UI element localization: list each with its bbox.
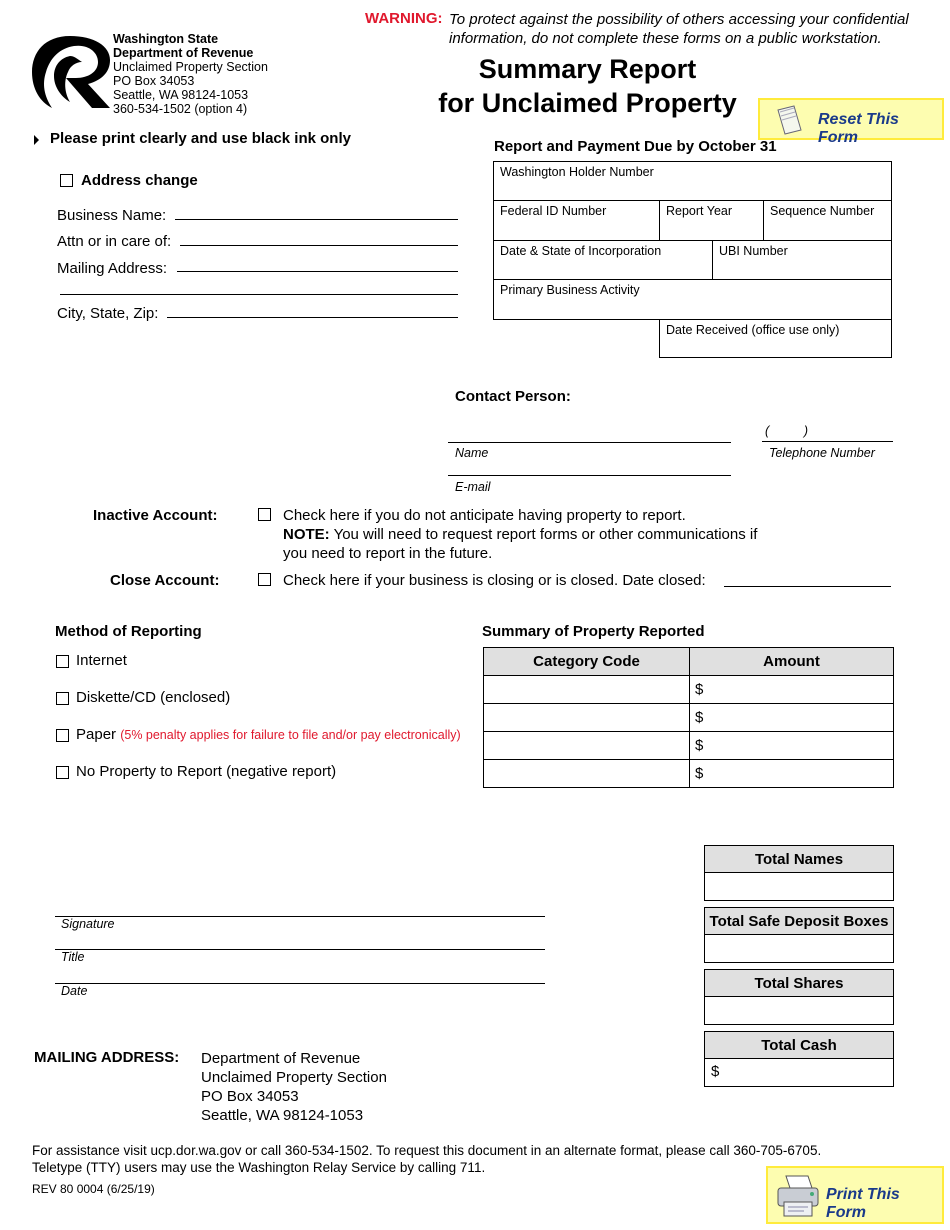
agency-line: Department of Revenue [113,46,254,60]
date-field[interactable] [55,983,545,984]
federal-id-field[interactable] [493,200,660,241]
category-code-cell[interactable] [484,704,690,732]
printer-icon [774,1174,824,1218]
summary-heading: Summary of Property Reported [482,623,705,640]
form-number: REV 80 0004 (6/25/19) [32,1182,155,1196]
title-label: Title [61,950,85,964]
no-property-label: No Property to Report (negative report) [76,763,337,780]
table-row [484,676,894,704]
wa-holder-number-label: Washington Holder Number [500,165,654,179]
business-name-label: Business Name: [57,207,167,224]
agency-address-line: Unclaimed Property Section [113,60,268,74]
primary-activity-label: Primary Business Activity [500,283,640,297]
paper-label: Paper [76,726,117,743]
method-heading: Method of Reporting [55,623,202,640]
assistance-line: Teletype (TTY) users may use the Washington Relay Service by calling 711. [32,1160,486,1175]
inactive-note [283,525,757,544]
note-text: You will need to request report forms or other communications if [333,526,758,543]
mailing-address-line: PO Box 34053 [201,1088,299,1105]
total-cash-header: Total Cash [704,1031,894,1059]
date-received-field [659,319,892,358]
city-state-zip-label: City, State, Zip: [57,305,159,322]
no-property-checkbox[interactable] [56,766,69,779]
mailing-address-line: Department of Revenue [201,1050,361,1067]
total-names-field[interactable] [704,873,894,901]
close-account-text: Check here if your business is closing or is closed. Date closed: [283,572,706,589]
print-form-label: Print This Form [826,1186,900,1221]
date-label: Date [61,984,88,998]
mailing-address-label: Mailing Address: [57,260,168,277]
agency-address-line: PO Box 34053 [113,74,195,88]
signature-label: Signature [61,917,115,931]
primary-activity-field[interactable] [493,279,892,320]
reset-form-button[interactable] [758,98,944,146]
warning-text-line: To protect against the possibility of others accessing your confidential [449,11,909,28]
warning-text [449,10,909,48]
wa-holder-number-field[interactable] [493,161,892,201]
title-line: Summary Report [478,54,697,84]
total-names-header: Total Names [704,845,894,873]
assistance-text [32,1142,821,1176]
close-account-label: Close Account: [110,572,220,589]
date-state-inc-field[interactable] [493,240,713,280]
address-change-checkbox[interactable] [60,174,73,187]
telephone-label: Telephone Number [769,446,875,460]
summary-table [483,647,894,788]
attn-label: Attn or in care of: [57,233,172,250]
mailing-address-block [201,1049,387,1125]
amount-header: Amount [690,648,894,676]
signature-field[interactable] [55,916,545,917]
assistance-line: For assistance visit ucp.dor.wa.gov or call 360-534-1502. To request this document in an alternate format, please call 360-705-6705. [32,1143,822,1158]
warning-label: WARNING: [365,10,443,27]
business-name-field[interactable] [175,219,458,220]
internet-checkbox[interactable] [56,655,69,668]
inactive-account-label: Inactive Account: [93,507,218,524]
address-change-label: Address change [81,172,198,189]
agency-line: Washington State [113,32,219,46]
notepad-icon [774,104,804,136]
diskette-label: Diskette/CD (enclosed) [76,689,231,706]
amount-cell[interactable]: $ [690,760,894,788]
contact-name-label: Name [455,446,489,460]
date-closed-field[interactable] [724,586,891,587]
contact-heading: Contact Person: [455,388,571,405]
agency-address-line: 360-534-1502 (option 4) [113,102,248,116]
summary-header-row [484,648,894,676]
inactive-account-desc: Check here if you do not anticipate having property to report. [283,507,686,524]
ubi-number-field[interactable] [712,240,892,280]
paper-option [76,726,461,743]
mailing-address-line: Unclaimed Property Section [201,1069,387,1086]
total-shares-field[interactable] [704,997,894,1025]
category-code-cell[interactable] [484,760,690,788]
title-field[interactable] [55,949,545,950]
amount-cell[interactable]: $ [690,676,894,704]
attn-field[interactable] [180,245,458,246]
table-row [484,704,894,732]
date-received-label: Date Received (office use only) [666,323,840,337]
paper-penalty-note: (5% penalty applies for failure to file and/or pay electronically) [120,728,461,742]
mailing-address-heading: MAILING ADDRESS: [34,1049,180,1066]
reset-form-label: Reset This Form [818,111,899,146]
email-label: E-mail [455,480,491,494]
date-state-inc-label: Date & State of Incorporation [500,244,662,258]
phone-area-code: ( ) [765,424,809,438]
table-row [484,760,894,788]
category-code-header: Category Code [484,648,690,676]
internet-label: Internet [76,652,127,669]
mailing-address-field-2[interactable] [60,294,458,295]
ubi-number-label: UBI Number [719,244,788,258]
contact-name-field[interactable] [448,442,731,443]
print-instruction: Please print clearly and use black ink only [50,130,351,147]
warning-text-line: information, do not complete these forms on a public workstation. [449,30,882,47]
total-safe-deposit-field[interactable] [704,935,894,963]
agency-address [113,32,268,116]
city-state-zip-field[interactable] [167,317,458,318]
total-cash-field[interactable]: $ [704,1059,894,1087]
dor-logo [30,34,112,110]
total-shares-header: Total Shares [704,969,894,997]
inactive-account-checkbox[interactable] [258,508,271,521]
table-row [484,732,894,760]
category-code-cell[interactable] [484,676,690,704]
agency-address-line: Seattle, WA 98124-1053 [113,88,249,102]
report-year-field[interactable] [659,200,764,241]
paper-checkbox[interactable] [56,729,69,742]
total-safe-deposit-header: Total Safe Deposit Boxes [704,907,894,935]
amount-cell[interactable]: $ [690,732,894,760]
telephone-field[interactable] [762,441,893,442]
federal-id-label: Federal ID Number [500,204,607,218]
title-line: for Unclaimed Property [438,88,737,118]
diskette-checkbox[interactable] [56,692,69,705]
print-form-button[interactable] [766,1166,944,1224]
mailing-address-line: Seattle, WA 98124-1053 [201,1107,364,1124]
mailing-address-field[interactable] [177,271,458,272]
close-account-checkbox[interactable] [258,573,271,586]
sequence-number-field[interactable] [763,200,892,241]
amount-cell[interactable]: $ [690,704,894,732]
email-field[interactable] [448,475,731,476]
note-label: NOTE: [283,526,330,543]
page-title [400,52,775,120]
bullet-arrow-icon [34,135,39,145]
sequence-number-label: Sequence Number [770,204,875,218]
due-date-heading: Report and Payment Due by October 31 [494,138,777,155]
note-text-2: you need to report in the future. [283,545,493,562]
report-year-label: Report Year [666,204,733,218]
inactive-account-text [283,506,757,563]
category-code-cell[interactable] [484,732,690,760]
